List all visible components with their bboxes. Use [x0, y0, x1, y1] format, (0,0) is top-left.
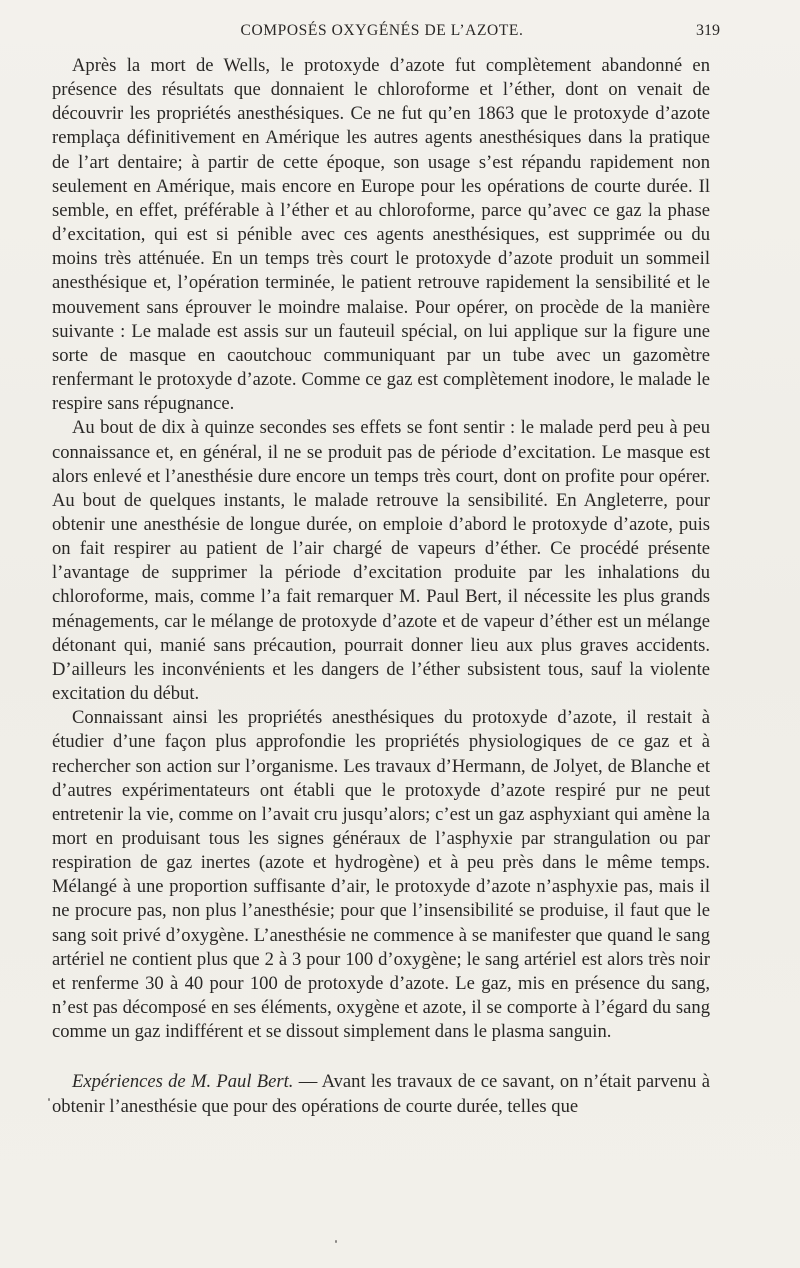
paragraph-anesthesia-procedure: Au bout de dix à quinze secondes ses effets se font sentir : le malade perd peu à peu connaissance et, en général, il ne se produit pas de période d’excitation. Le masque est alors enlevé et l’anesthésie dure encore un temps très court, dont on profite pour opérer. Au bout de quelques instants, le malade retrouve la sensibilité. En Angleterre, pour obtenir une anesthésie de longue durée, on emploie d’abord le protoxyde d’azote, puis on fait respirer au patient de l’air chargé de vapeurs d’éther. Ce procédé présente l’avantage de supprimer la période d’excitation produite par les inhalations du chloroforme, mais, comme l’a fait remarquer M. Paul Bert, il nécessite les plus grands ménagements, car le mélange de protoxyde d’azote et de vapeur d’éther est un mélange détonant qui, manié sans précaution, pourrait donner lieu aux plus graves accidents. D’ailleurs les inconvénients et les dangers de l’éther subsistent tous, sauf la violente excitation du début. [52, 417, 710, 705]
page-number: 319 [696, 22, 720, 39]
em-dash-separator: — [293, 1071, 322, 1093]
running-title: COMPOSÉS OXYGÉNÉS DE L’AZOTE. [240, 22, 524, 39]
running-header [52, 22, 720, 50]
paragraph-wells-history: Après la mort de Wells, le protoxyde d’azote fut complètement abandonné en présence des résultats que donnaient le chloroforme et l’éther, dont on venait de découvrir les propriétés anesthésiques. Ce ne fut qu’en 1863 que le protoxyde d’azote remplaça définitivement en Amérique les autres agents anesthésiques dans la pratique de l’art dentaire; à partir de cette époque, son usage s’est répandu rapidement non seulement en Amérique, mais encore en Europe pour les opérations de courte durée. Il semble, en effet, préférable à l’éther et au chloroforme, parce qu’avec ce gaz la phase d’excitation, qui est si pénible avec ces agents anesthésiques, est supprimée ou du moins très atténuée. En un temps très court le protoxyde d’azote produit un sommeil anesthésique et, l’opération terminée, le patient retrouve rapidement la sensibilité et le mouvement sans éprouver le moindre malaise. Pour opérer, on procède de la manière suivante : Le malade est assis sur un fauteuil spécial, on lui applique sur la figure une sorte de masque en caoutchouc communiquant par un tube avec un gazomètre renfermant le protoxyde d’azote. Comme ce gaz est complètement inodore, le malade le respire sans répugnance. [52, 55, 710, 415]
paper-speck [48, 1098, 50, 1101]
paper-speck [335, 1240, 337, 1243]
paragraph-paul-bert-text: Avant les travaux de ce savant, on n’était parvenu à obtenir l’anesthésie que pour des opérations de courte durée, telles que [52, 1071, 710, 1117]
body-text [52, 54, 710, 1119]
paragraph-paul-bert-experiments [52, 1070, 710, 1118]
section-heading-paul-bert: Expériences de M. Paul Bert. [72, 1071, 294, 1093]
paragraph-physiological-properties: Connaissant ainsi les propriétés anesthésiques du protoxyde d’azote, il restait à étudier d’une façon plus approfondie les propriétés physiologiques de ce gaz et à rechercher son action sur l’organisme. Les travaux d’Hermann, de Jolyet, de Blanche et d’autres expérimentateurs ont établi que le protoxyde d’azote respiré pur ne peut entretenir la vie, comme on l’avait cru jusqu’alors; c’est un gaz asphyxiant qui amène la mort en produisant tous les signes généraux de l’asphyxie par strangulation ou par respiration de gaz inertes (azote et hydrogène) et à peu près dans le même temps. Mélangé à une proportion suffisante d’air, le protoxyde d’azote n’asphyxie pas, mais il ne procure pas, non plus l’anesthésie; pour que l’insensibilité se produise, il faut que le sang soit privé d’oxygène. L’anesthésie ne commence à se manifester que quand le sang artériel ne contient plus que 2 à 3 pour 100 d’oxygène; le sang artériel est alors très noir et renferme 30 à 40 pour 100 de protoxyde d’azote. Le gaz, mis en présence du sang, n’est pas décomposé en ses éléments, oxygène et azote, il se comporte à l’égard du sang comme un gaz indifférent et se dissout simplement dans le plasma sanguin. [52, 707, 710, 1043]
